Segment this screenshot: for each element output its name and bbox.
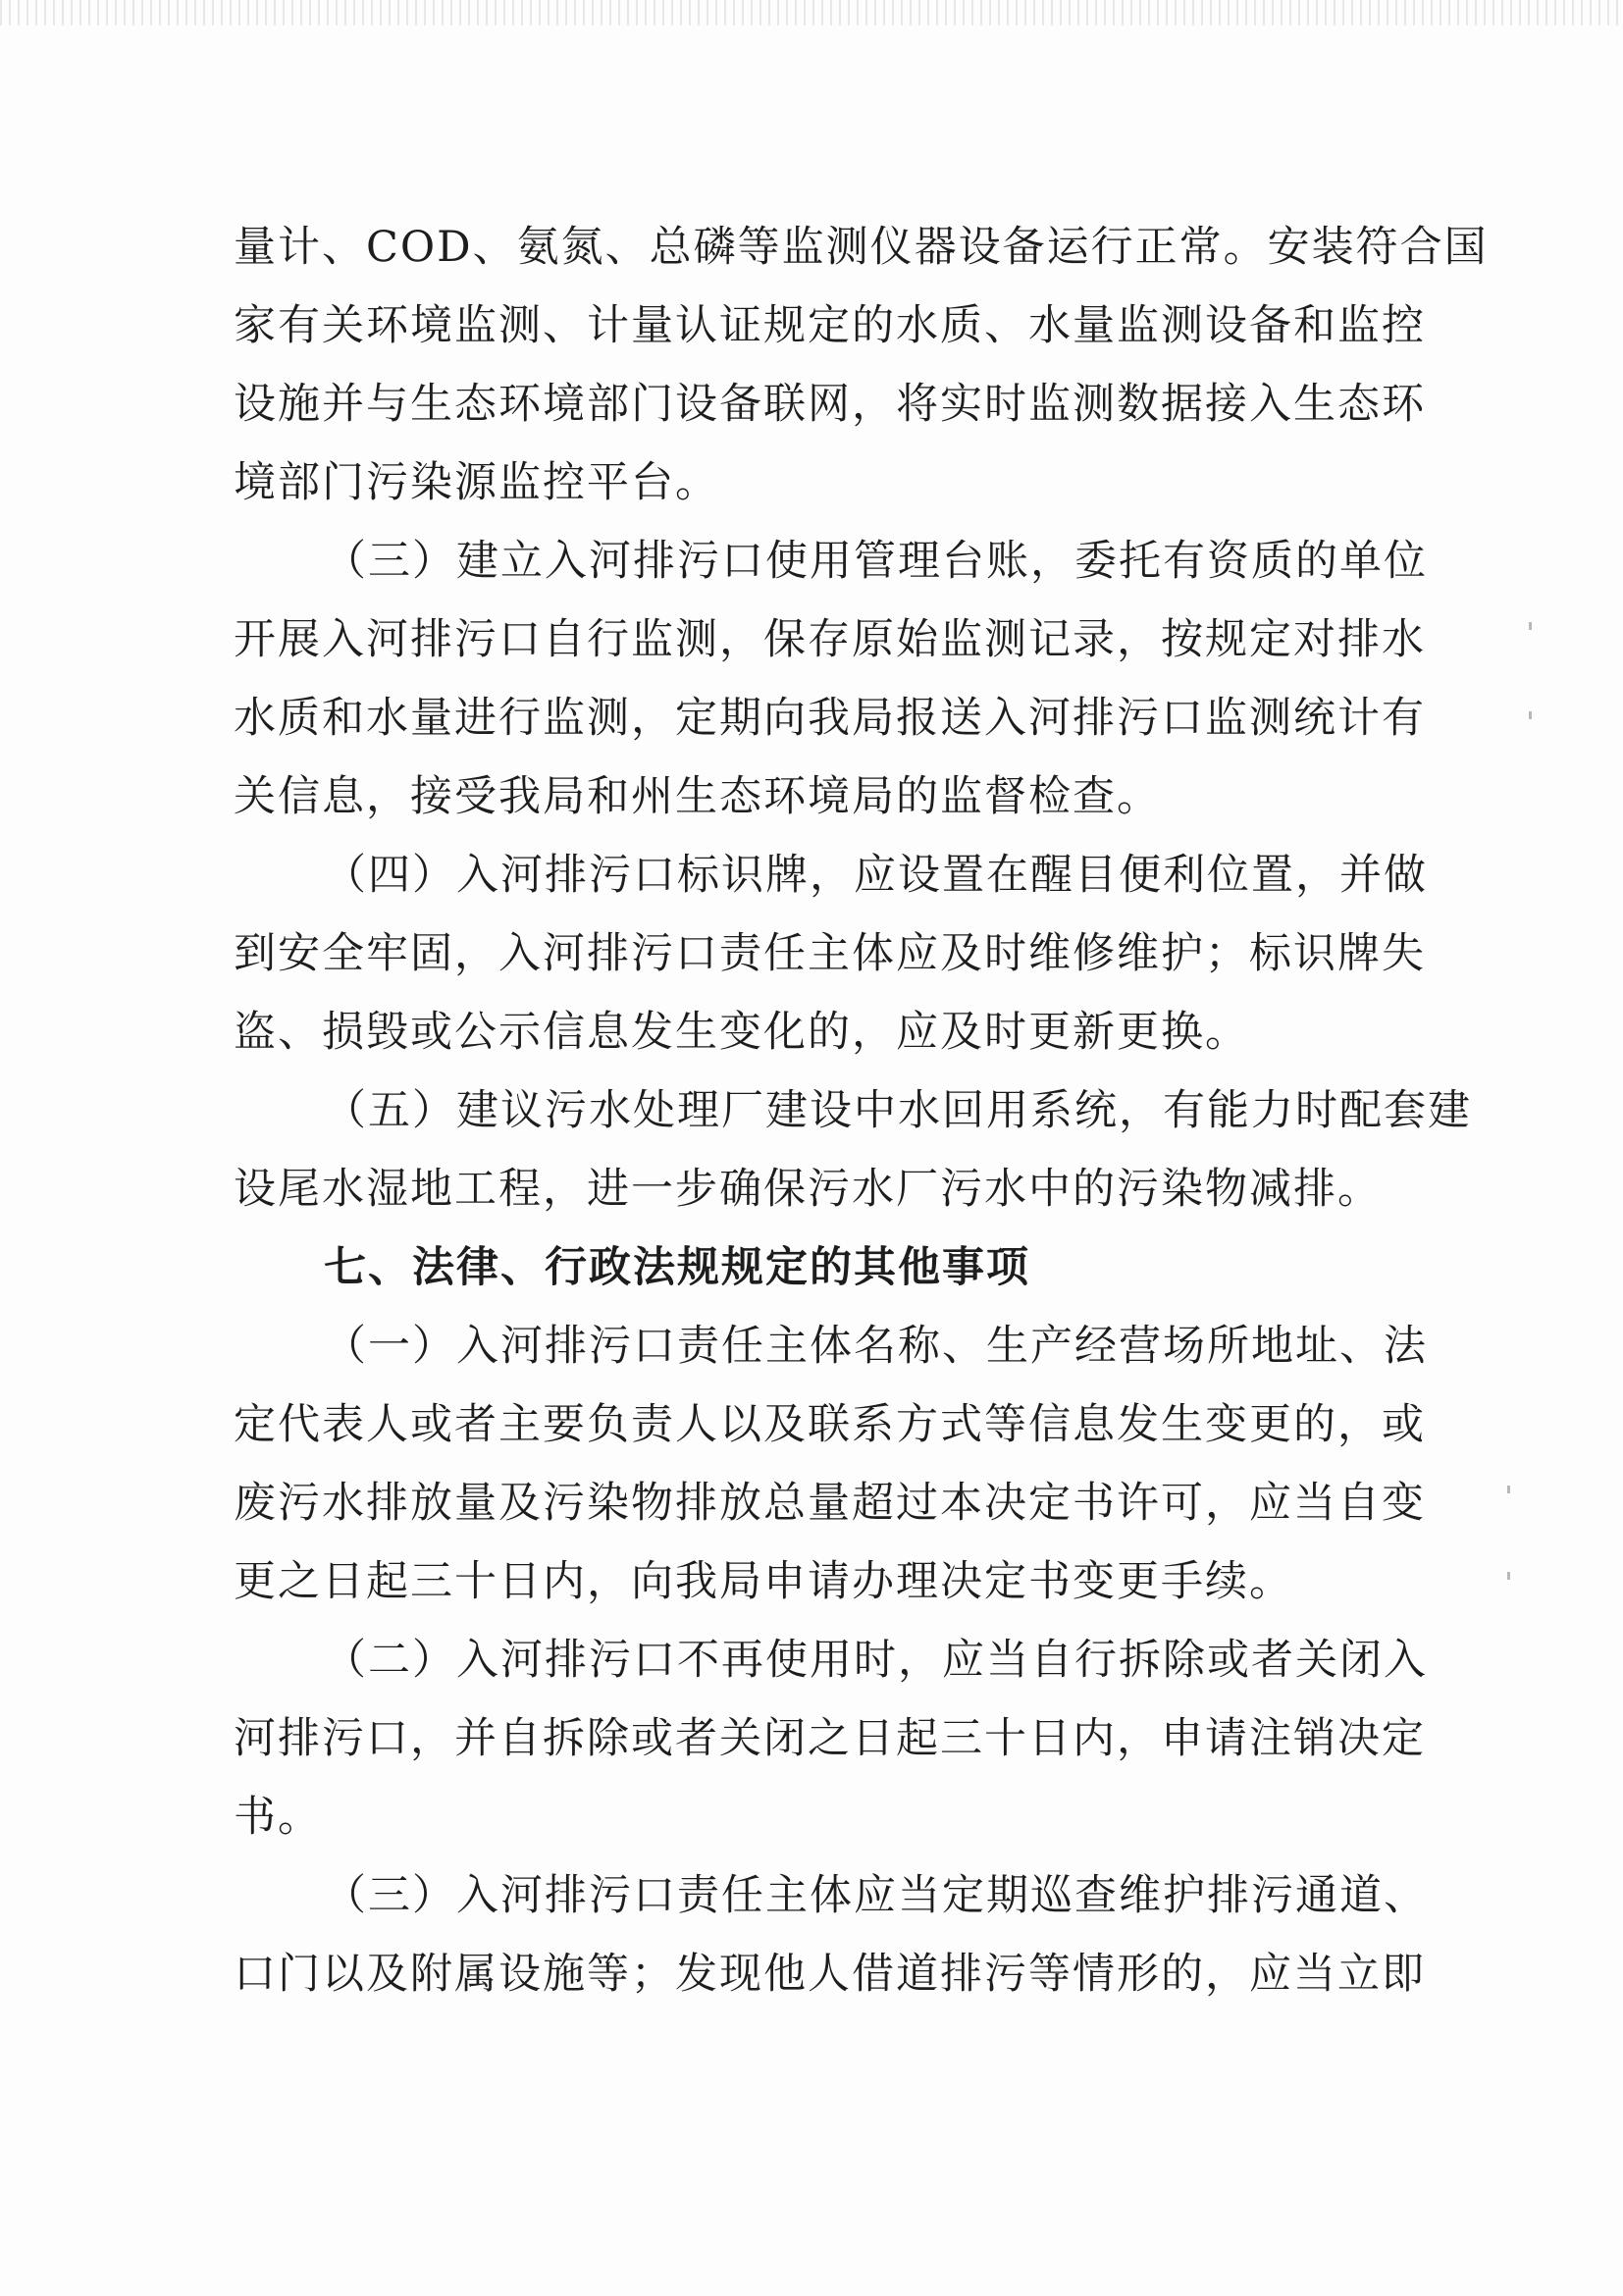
paragraph-start-line: （一）入河排污口责任主体名称、生产经营场所地址、法 <box>324 1322 1428 1371</box>
body-line: 更之日起三十日内，向我局申请办理决定书变更手续。 <box>234 1557 1293 1606</box>
body-line: 关信息，接受我局和州生态环境局的监督检查。 <box>234 772 1161 821</box>
body-line: 设施并与生态环境部门设备联网，将实时监测数据接入生态环 <box>234 380 1426 429</box>
paragraph-start-line: （四）入河排污口标识牌，应设置在醒目便利位置，并做 <box>324 851 1428 900</box>
body-line: 量计、COD、氨氮、总磷等监测仪器设备运行正常。安装符合国 <box>234 223 1489 272</box>
section-heading: 七、法律、行政法规规定的其他事项 <box>324 1243 1030 1292</box>
body-line: 书。 <box>234 1793 322 1842</box>
body-line: 口门以及附属设施等；发现他人借道排污等情形的，应当立即 <box>234 1950 1426 1999</box>
body-line: 家有关环境监测、计量认证规定的水质、水量监测设备和监控 <box>234 301 1426 350</box>
scan-speck <box>1507 1486 1510 1493</box>
body-line: 河排污口，并自拆除或者关闭之日起三十日内，申请注销决定 <box>234 1714 1426 1763</box>
paragraph-start-line: （二）入河排污口不再使用时，应当自行拆除或者关闭入 <box>324 1636 1428 1685</box>
scan-speck <box>1529 622 1532 630</box>
body-line: 盗、损毁或公示信息发生变化的，应及时更新更换。 <box>234 1008 1249 1057</box>
scan-edge-artifact <box>0 0 1623 26</box>
body-line: 废污水排放量及污染物排放总量超过本决定书许可，应当自变 <box>234 1479 1426 1528</box>
body-line: 定代表人或者主要负责人以及联系方式等信息发生变更的，或 <box>234 1400 1426 1449</box>
paragraph-start-line: （三）入河排污口责任主体应当定期巡查维护排污通道、 <box>324 1871 1428 1920</box>
scan-speck <box>1507 1572 1510 1580</box>
paragraph-start-line: （五）建议污水处理厂建设中水回用系统，有能力时配套建 <box>324 1086 1472 1135</box>
scan-speck <box>1529 711 1532 719</box>
document-body <box>234 208 1489 2013</box>
body-line: 境部门污染源监控平台。 <box>234 458 719 507</box>
body-line: 设尾水湿地工程，进一步确保污水厂污水中的污染物减排。 <box>234 1165 1382 1214</box>
body-line: 到安全牢固，入河排污口责任主体应及时维修维护；标识牌失 <box>234 929 1426 978</box>
body-line: 开展入河排污口自行监测，保存原始监测记录，按规定对排水 <box>234 615 1426 664</box>
paragraph-start-line: （三）建立入河排污口使用管理台账，委托有资质的单位 <box>324 537 1428 586</box>
body-line: 水质和水量进行监测，定期向我局报送入河排污口监测统计有 <box>234 694 1426 743</box>
